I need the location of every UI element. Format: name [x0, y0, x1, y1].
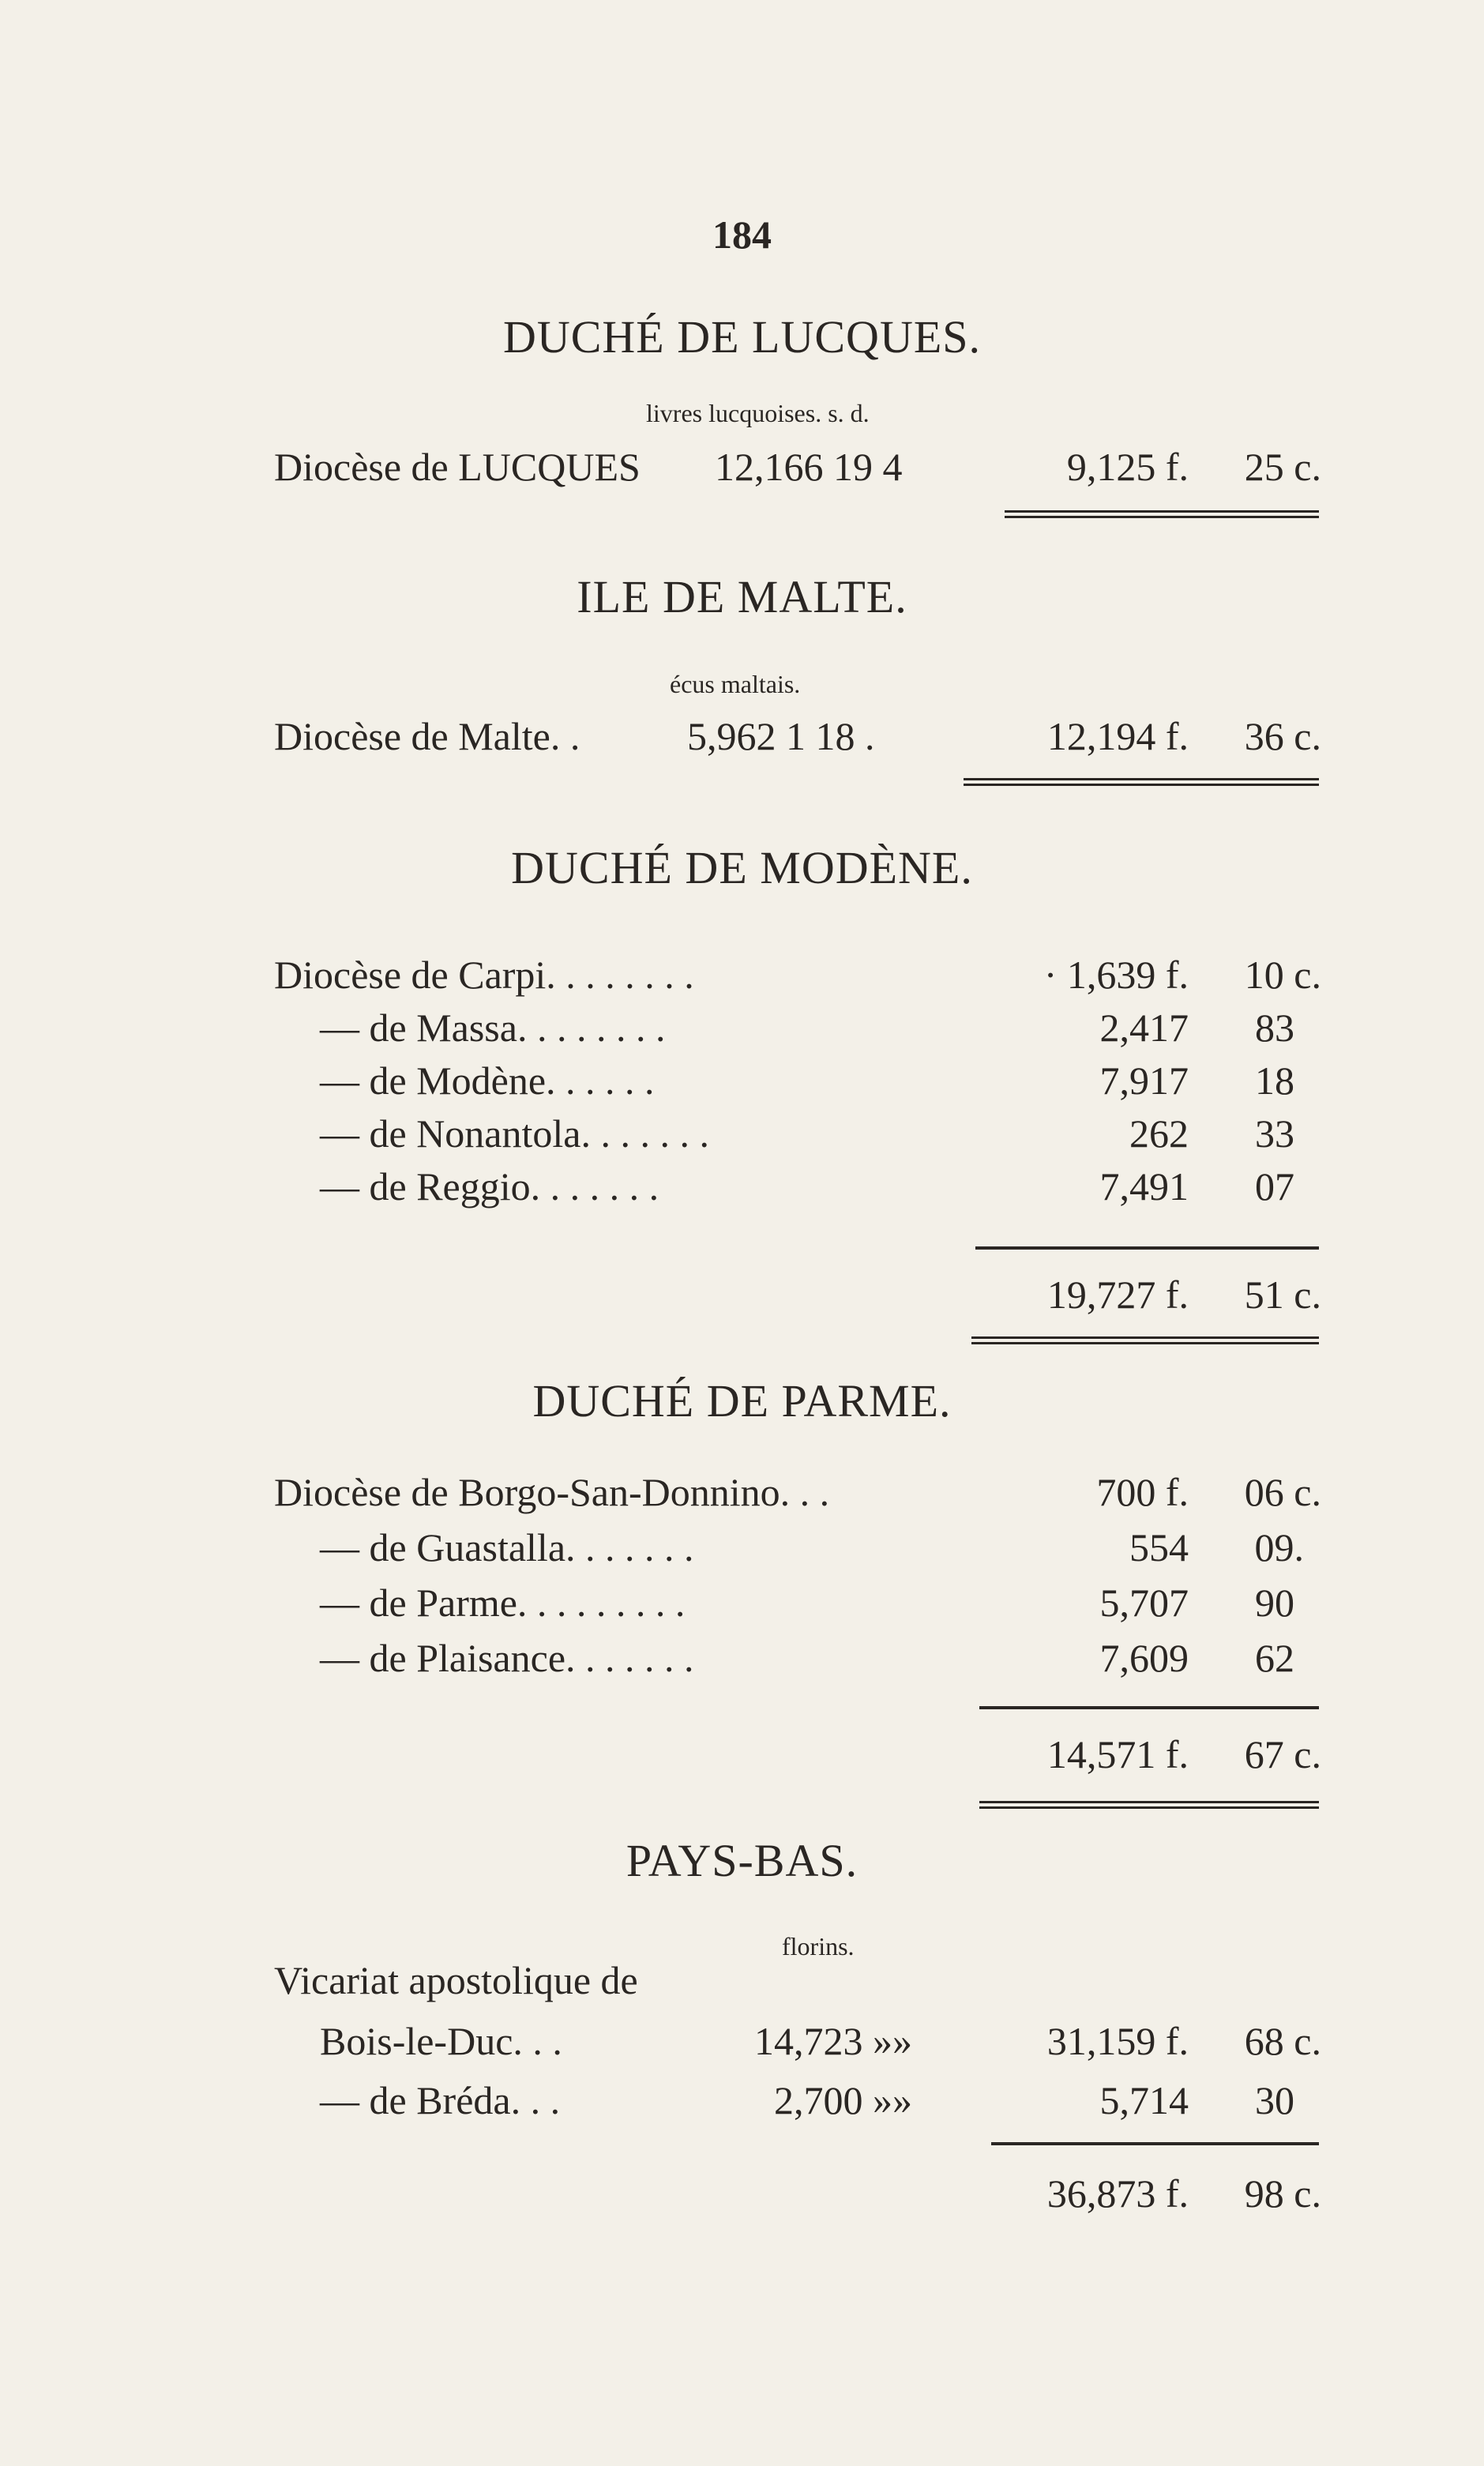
- section-title-parme: DUCHÉ DE PARME.: [532, 1375, 952, 1427]
- parme-row-cents: 09.: [1254, 1525, 1304, 1569]
- row-cents-malte: 36 c.: [1244, 714, 1321, 758]
- section-title-modene: DUCHÉ DE MODÈNE.: [511, 842, 973, 893]
- modene-total-cents: 51 c.: [1244, 1272, 1321, 1317]
- parme-row-label: — de Guastalla. . . . . . .: [320, 1525, 694, 1569]
- parme-row-francs: 7,609: [1099, 1636, 1189, 1680]
- section-title-lucques: DUCHÉ DE LUCQUES.: [502, 311, 982, 363]
- modene-row-francs: 7,491: [1099, 1164, 1189, 1209]
- total-rule: [975, 1246, 1319, 1250]
- paysbas-row-label: — de Bréda. . .: [320, 2078, 561, 2122]
- paysbas-row-francs: 5,714: [1099, 2078, 1189, 2122]
- modene-row-label: — de Nonantola. . . . . . .: [320, 1111, 709, 1156]
- paysbas-row-local: 2,700 »»: [774, 2078, 912, 2122]
- parme-row-cents: 06 c.: [1244, 1470, 1321, 1514]
- row-label-lucques: Diocèse de LUCQUES: [274, 445, 641, 489]
- parme-row-cents: 62: [1255, 1636, 1294, 1680]
- modene-row-label: — de Reggio. . . . . . .: [320, 1164, 659, 1209]
- row-local-lucques: 12,166 19 4: [715, 445, 903, 489]
- parme-row-label: — de Plaisance. . . . . . .: [320, 1636, 694, 1680]
- modene-row-label: — de Massa. . . . . . . .: [320, 1006, 666, 1050]
- unit-label-paysbas: florins.: [782, 1932, 855, 1960]
- modene-row-francs: · 1,639 f.: [1043, 953, 1189, 997]
- modene-total-francs: 19,727 f.: [1046, 1272, 1189, 1317]
- modene-row-francs: 262: [1129, 1111, 1189, 1156]
- double-rule: [979, 1801, 1319, 1809]
- unit-label-lucques: livres lucquoises. s. d.: [646, 399, 870, 427]
- modene-row-cents: 18: [1255, 1058, 1294, 1103]
- section-title-malte: ILE DE MALTE.: [577, 571, 907, 622]
- modene-row-cents: 10 c.: [1244, 953, 1321, 997]
- paysbas-intro: Vicariat apostolique de: [274, 1958, 638, 2002]
- parme-total-cents: 67 c.: [1244, 1732, 1321, 1776]
- row-francs-lucques: 9,125 f.: [1066, 445, 1189, 489]
- modene-row-francs: 2,417: [1099, 1006, 1189, 1050]
- row-local-malte: 5,962 1 18 .: [687, 714, 875, 758]
- modene-row-francs: 7,917: [1099, 1058, 1189, 1103]
- double-rule: [964, 778, 1319, 786]
- parme-row-label: Diocèse de Borgo-San-Donnino. . .: [274, 1470, 830, 1514]
- unit-label-malte: écus maltais.: [670, 670, 801, 698]
- row-label-malte: Diocèse de Malte. .: [274, 714, 580, 758]
- parme-total-francs: 14,571 f.: [1046, 1732, 1189, 1776]
- total-rule: [979, 1706, 1319, 1709]
- paysbas-row-francs: 31,159 f.: [1046, 2019, 1189, 2063]
- modene-row-label: — de Modène. . . . . .: [320, 1058, 655, 1103]
- paysbas-row-local: 14,723 »»: [754, 2019, 912, 2063]
- row-cents-lucques: 25 c.: [1244, 445, 1321, 489]
- parme-row-cents: 90: [1255, 1581, 1294, 1625]
- paysbas-row-label: Bois-le-Duc. . .: [320, 2019, 562, 2063]
- paysbas-total-francs: 36,873 f.: [1046, 2171, 1189, 2216]
- section-title-paysbas: PAYS-BAS.: [626, 1835, 858, 1886]
- paysbas-total-cents: 98 c.: [1244, 2171, 1321, 2216]
- parme-row-francs: 554: [1129, 1525, 1189, 1569]
- parme-row-francs: 5,707: [1099, 1581, 1189, 1625]
- paysbas-row-cents: 30: [1255, 2078, 1294, 2122]
- parme-row-francs: 700 f.: [1096, 1470, 1189, 1514]
- total-rule: [991, 2142, 1319, 2145]
- parme-row-label: — de Parme. . . . . . . . .: [320, 1581, 686, 1625]
- modene-row-cents: 33: [1255, 1111, 1294, 1156]
- row-francs-malte: 12,194 f.: [1046, 714, 1189, 758]
- page-number: 184: [712, 212, 772, 257]
- modene-row-label: Diocèse de Carpi. . . . . . . .: [274, 953, 694, 997]
- paysbas-row-cents: 68 c.: [1244, 2019, 1321, 2063]
- modene-row-cents: 83: [1255, 1006, 1294, 1050]
- double-rule: [1005, 510, 1319, 518]
- double-rule: [971, 1336, 1319, 1344]
- modene-row-cents: 07: [1255, 1164, 1294, 1209]
